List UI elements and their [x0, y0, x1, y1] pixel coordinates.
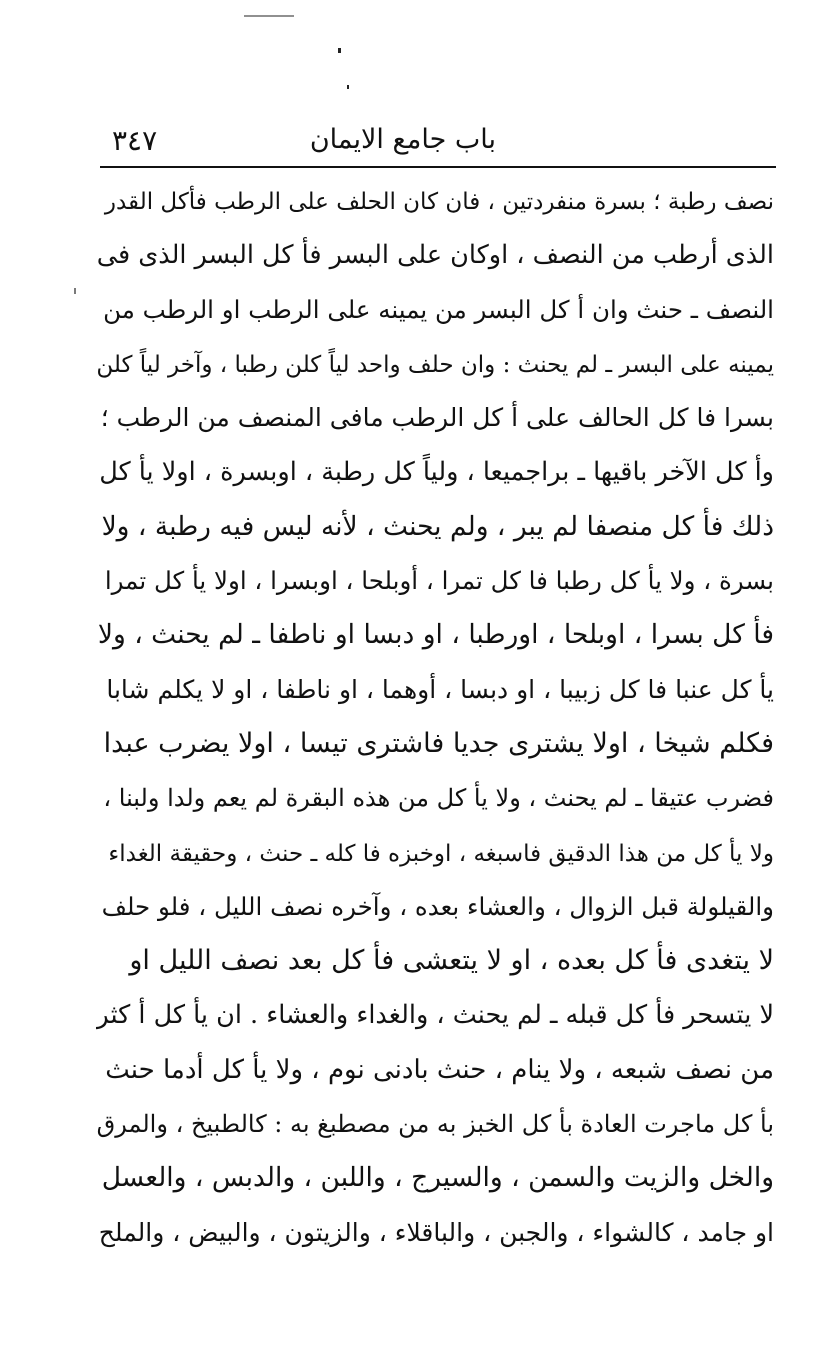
- text-line-content: لا يتغدى فأ كل بعده ، او لا يتعشى فأ كل بعد نصف الليل او: [129, 945, 774, 977]
- text-line: [96, 771, 774, 825]
- text-line-content: الذى أرطب من النصف ، اوكان على البسر فأ كل البسر الذى فى: [96, 240, 774, 271]
- text-line: [96, 1151, 774, 1205]
- text-line-content: فأ كل بسرا ، اوبلحا ، اورطبا ، او دبسا او ناطفا ـ لم يحنث ، ولا: [97, 619, 774, 651]
- text-line-content: ذلك فأ كل منصفا لم يبر ، ولم يحنث ، لأنه ليس فيه رطبة ، ولا: [101, 510, 774, 542]
- text-line-content: بأ كل ماجرت العادة بأ كل الخبز به من مصطبغ به : كالطبيخ ، والمرق: [96, 1110, 774, 1139]
- text-line-content: بسرة ، ولا يأ كل رطبا فا كل تمرا ، أوبلحا ، اوبسرا ، اولا يأ كل تمرا: [104, 566, 774, 596]
- scan-speck-top: [244, 15, 294, 17]
- text-line-content: النصف ـ حنث وان أ كل البسر من يمينه على الرطب او الرطب من: [103, 294, 774, 324]
- scan-speck-margin: [74, 288, 76, 294]
- text-line-content: يمينه على البسر ـ لم يحنث : وان حلف واحد لياً كلن رطبا ، وآخر لياً كلن: [96, 351, 774, 378]
- text-line: [96, 1097, 774, 1151]
- text-line: [96, 283, 774, 337]
- text-line: [96, 391, 774, 445]
- text-line-content: من نصف شبعه ، ولا ينام ، حنث بادنى نوم ، ولا يأ كل أدما حنث: [105, 1054, 774, 1085]
- text-line-content: او جامد ، كالشواء ، والجبن ، والباقلاء ، والزيتون ، والبيض ، والملح: [98, 1217, 774, 1247]
- text-line: [96, 1043, 774, 1097]
- text-line-content: ولا يأ كل من هذا الدقيق فاسبغه ، اوخبزه فا كله ـ حنث ، وحقيقة الغداء: [108, 840, 774, 867]
- text-line: [96, 717, 774, 771]
- header-divider: [100, 166, 776, 168]
- text-line: [96, 228, 774, 282]
- text-line-content: والخل والزيت والسمن ، والسيرج ، واللبن ، والدبس ، والعسل: [101, 1162, 774, 1194]
- text-line: [96, 500, 774, 554]
- text-line-content: نصف رطبة ؛ بسرة منفردتين ، فان كان الحلف على الرطب فأكل القدر: [104, 189, 774, 215]
- body-text: [96, 174, 774, 1260]
- text-line-content: والقيلولة قبل الزوال ، والعشاء بعده ، وآخره نصف الليل ، فلو حلف: [101, 891, 774, 921]
- text-line: [96, 554, 774, 608]
- text-line-content: يأ كل عنبا فا كل زبيبا ، او دبسا ، أوهما ، او ناطفا ، او لا يكلم شابا: [106, 674, 774, 704]
- text-line: [96, 174, 774, 228]
- text-line: [96, 880, 774, 934]
- page-number: ٣٤٧: [112, 124, 158, 157]
- text-line: [96, 663, 774, 717]
- text-line: [96, 445, 774, 499]
- text-line-content: لا يتسحر فأ كل قبله ـ لم يحنث ، والغداء والعشاء . ان يأ كل أ كثر: [96, 1000, 774, 1031]
- text-line-content: بسرا فا كل الحالف على أ كل الرطب مافى المنصف من الرطب ؛: [100, 403, 774, 433]
- scan-speck-upper: [338, 48, 341, 53]
- text-line-content: وأ كل الآخر باقيها ـ براجميعا ، ولياً كل رطبة ، اوبسرة ، اولا يأ كل: [99, 457, 774, 488]
- chapter-title: باب جامع الايمان: [309, 124, 496, 155]
- text-line: [96, 337, 774, 391]
- running-header: [100, 118, 776, 168]
- text-line: [96, 1206, 774, 1260]
- text-line: [96, 608, 774, 662]
- text-line: [96, 988, 774, 1042]
- text-line: [96, 934, 774, 988]
- scan-speck-mid: [347, 85, 349, 89]
- text-line-content: فكلم شيخا ، اولا يشترى جديا فاشترى تيسا ، اولا يضرب عبدا: [103, 727, 774, 759]
- text-line-content: فضرب عتيقا ـ لم يحنث ، ولا يأ كل من هذه البقرة لم يعم ولدا ولبنا ،: [103, 784, 774, 813]
- text-line: [96, 826, 774, 880]
